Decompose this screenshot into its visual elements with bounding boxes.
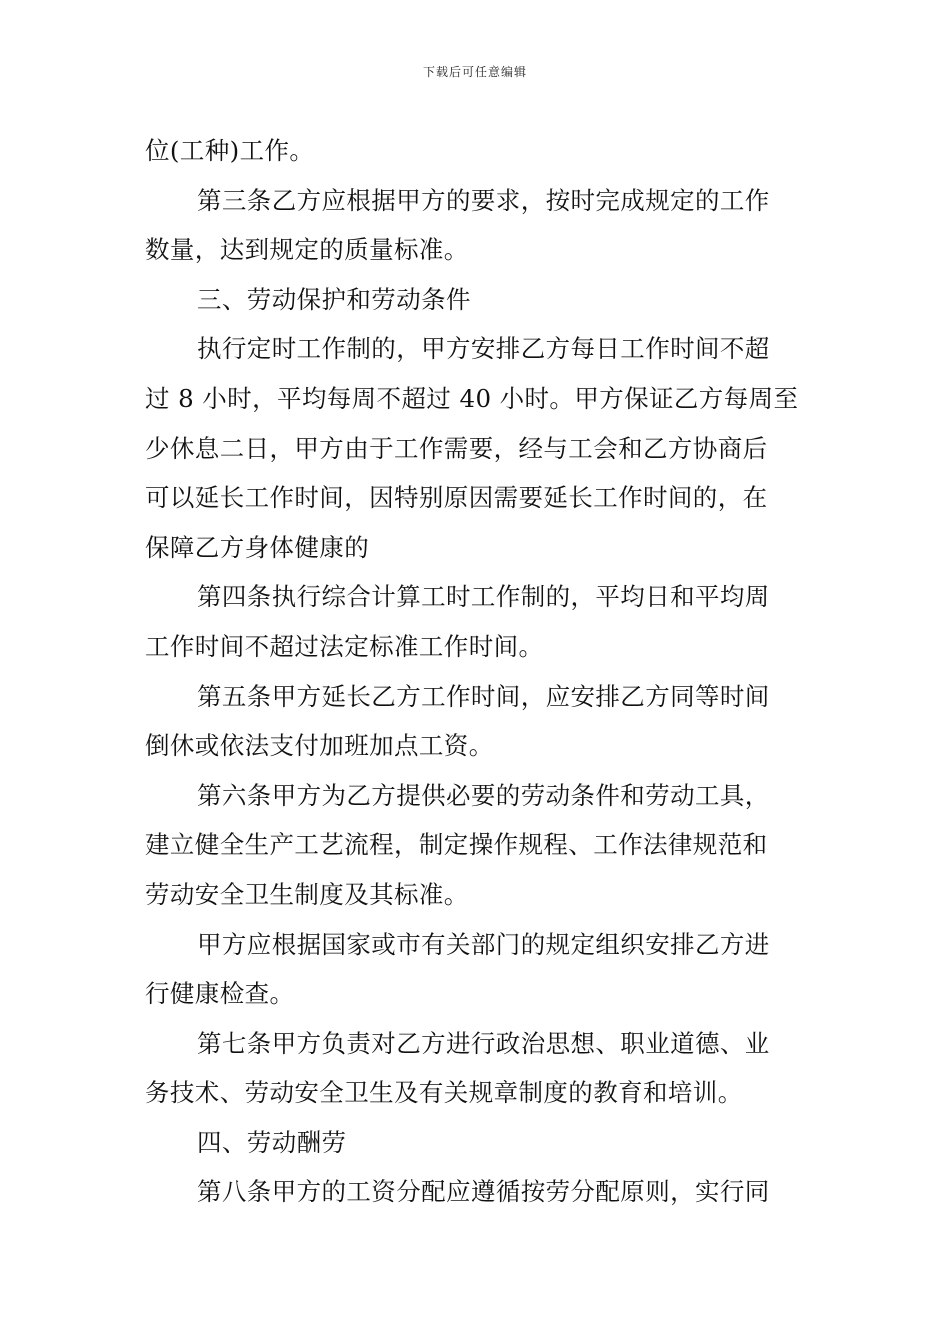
text-line: 第三条乙方应根据甲方的要求，按时完成规定的工作 [197,185,770,215]
page-header: 下载后可任意编辑 [422,65,527,79]
text-line: 劳动安全卫生制度及其标准。 [145,879,469,909]
text-line: 第五条甲方延长乙方工作时间，应安排乙方同等时间 [197,681,770,711]
text-line: 工作时间不超过法定标准工作时间。 [145,631,544,661]
document-body [145,126,807,1217]
text-line: 行健康检查。 [145,979,295,1009]
section-heading: 三、劳动保护和劳动条件 [197,284,471,314]
text-line: 位(工种)工作。 [145,136,315,165]
text-line: 第八条甲方的工资分配应遵循按劳分配原则，实行同 [197,1177,770,1207]
text-line: 数量，达到规定的质量标准。 [145,235,469,265]
text-line: 倒休或依法支付加班加点工资。 [145,731,494,761]
text-line: 执行定时工作制的，甲方安排乙方每日工作时间不超 [197,334,770,364]
text-line: 第七条甲方负责对乙方进行政治思想、职业道德、业 [197,1028,770,1058]
text-line: 务技术、劳动安全卫生及有关规章制度的教育和培训。 [145,1078,743,1108]
text-line: 保障乙方身体健康的 [145,532,370,562]
text-line: 少休息二日，甲方由于工作需要，经与工会和乙方协商后 [145,433,768,463]
text-line: 可以延长工作时间，因特别原因需要延长工作时间的，在 [145,483,768,513]
text-line: 第四条执行综合计算工时工作制的，平均日和平均周 [197,582,770,612]
text-line: 过 8 小时，平均每周不超过 40 小时。甲方保证乙方每周至 [145,383,799,413]
text-line: 建立健全生产工艺流程，制定操作规程、工作法律规范和 [145,830,768,860]
text-line: 甲方应根据国家或市有关部门的规定组织安排乙方进 [197,929,770,959]
text-line: 第六条甲方为乙方提供必要的劳动条件和劳动工具， [197,780,770,810]
section-heading: 四、劳动酬劳 [197,1127,347,1157]
